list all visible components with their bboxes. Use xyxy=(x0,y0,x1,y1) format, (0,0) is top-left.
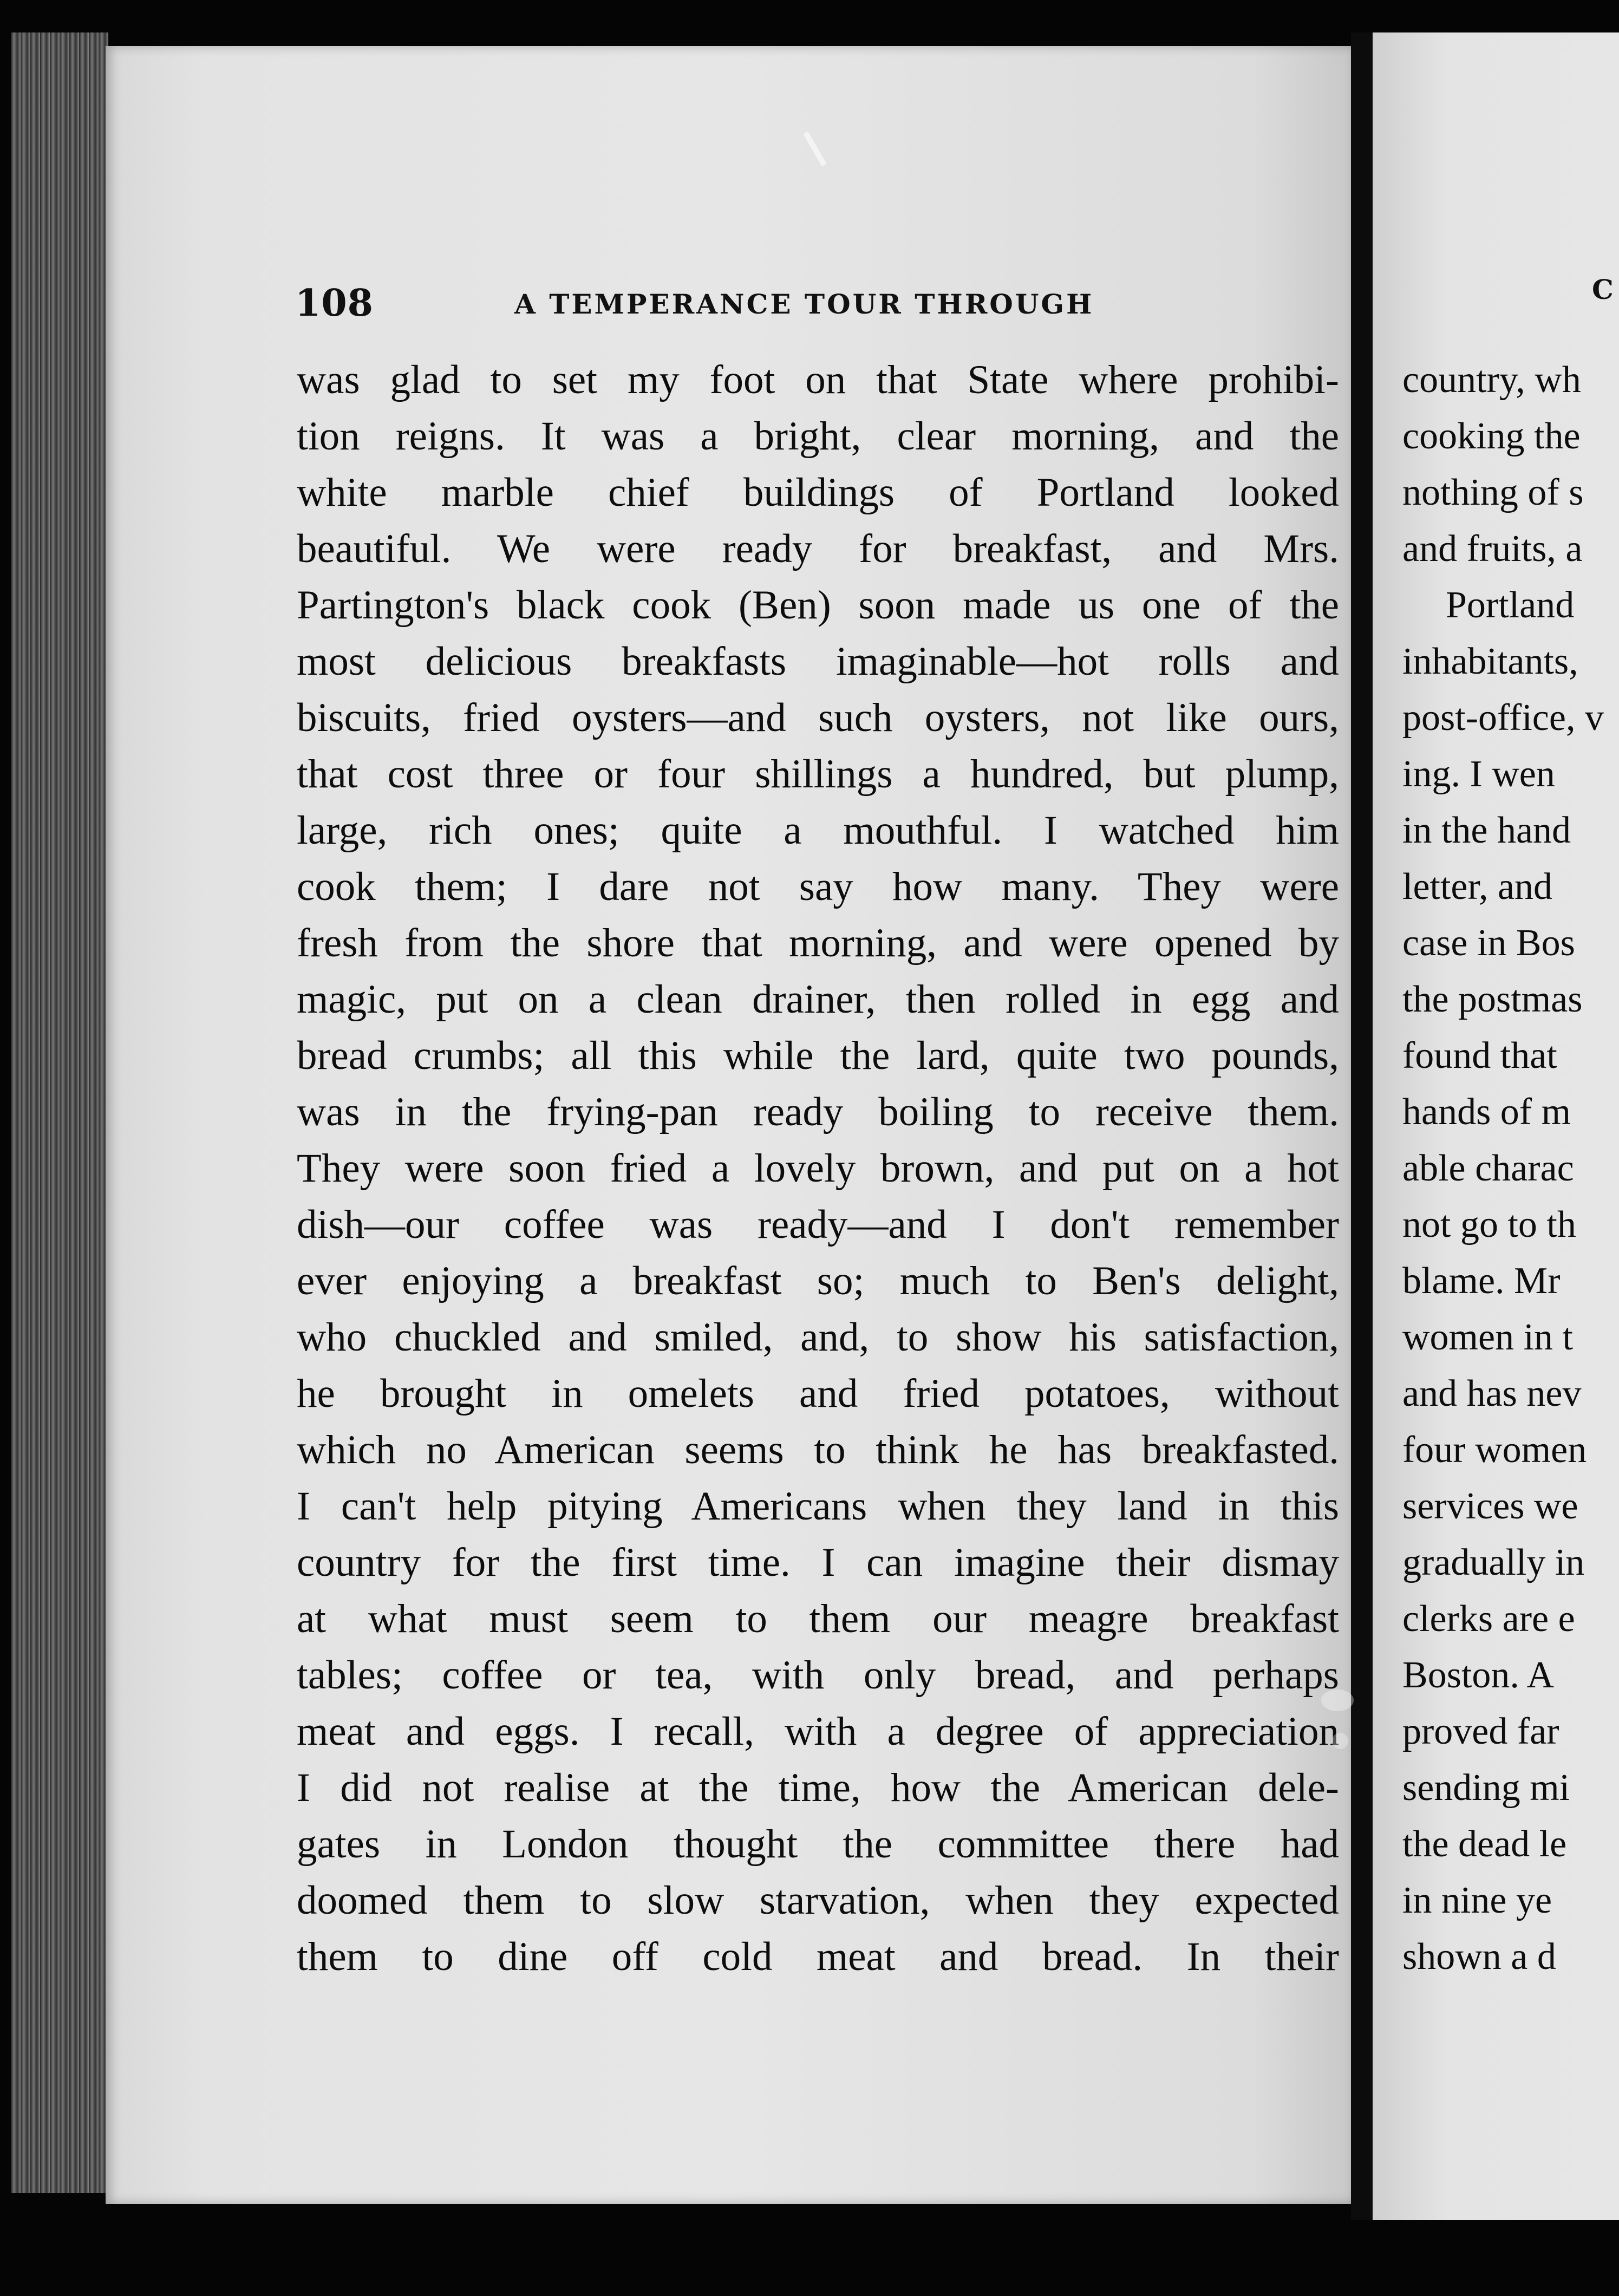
text-line-fragment: inhabitants, xyxy=(1402,641,1578,682)
right-running-head-fragment: C xyxy=(1592,273,1614,305)
text-line-fragment: sending mi xyxy=(1402,1767,1570,1809)
text-line: large, rich ones; quite a mouthful. I watched him xyxy=(297,808,1339,853)
text-line-fragment: country, wh xyxy=(1402,359,1581,401)
text-line-fragment: able charac xyxy=(1402,1147,1574,1189)
text-line: They were soon fried a lovely brown, and put on a hot xyxy=(297,1146,1339,1191)
text-line-fragment: proved far xyxy=(1402,1711,1559,1752)
text-line: was glad to set my foot on that State where prohibi- xyxy=(297,357,1339,402)
text-line: I can't help pitying Americans when they land in this xyxy=(297,1484,1339,1529)
text-line-fragment: blame. Mr xyxy=(1402,1260,1561,1302)
left-page-body xyxy=(297,352,1339,1985)
text-line-fragment: the postmas xyxy=(1402,979,1583,1020)
text-line: was in the frying-pan ready boiling to receive them. xyxy=(297,1090,1339,1134)
text-line-fragment: cooking the xyxy=(1402,415,1581,457)
text-line: meat and eggs. I recall, with a degree of appreciation xyxy=(297,1709,1339,1754)
text-line-fragment: found that xyxy=(1402,1035,1557,1077)
text-line: beautiful. We were ready for breakfast, and Mrs. xyxy=(297,526,1339,571)
text-line-fragment: in the hand xyxy=(1402,810,1571,851)
left-running-head xyxy=(295,282,1351,325)
page-number: 108 xyxy=(295,282,374,325)
text-line: country for the first time. I can imagine their dismay xyxy=(297,1540,1339,1585)
right-page-body xyxy=(1402,352,1619,1985)
text-line: who chuckled and smiled, and, to show his satisfaction, xyxy=(297,1315,1339,1360)
scan-speck xyxy=(1321,1690,1354,1711)
text-line: which no American seems to think he has breakfasted. xyxy=(297,1427,1339,1472)
scan-speck xyxy=(1332,1733,1348,1749)
text-line-fragment: shown a d xyxy=(1402,1936,1556,1978)
text-line: dish—our coffee was ready—and I don't remember xyxy=(297,1202,1339,1247)
text-line: white marble chief buildings of Portland looked xyxy=(297,470,1339,515)
text-line: Partington's black cook (Ben) soon made us one of the xyxy=(297,583,1339,628)
text-line: gates in London thought the committee there had xyxy=(297,1822,1339,1867)
text-line: I did not realise at the time, how the American dele- xyxy=(297,1765,1339,1810)
text-line: tion reigns. It was a bright, clear morning, and the xyxy=(297,414,1339,459)
text-line: doomed them to slow starvation, when they expected xyxy=(297,1878,1339,1923)
text-line-fragment: ing. I wen xyxy=(1402,753,1555,795)
book-gutter xyxy=(1351,32,1373,2220)
text-line: cook them; I dare not say how many. They were xyxy=(297,864,1339,909)
text-line: bread crumbs; all this while the lard, quite two pounds, xyxy=(297,1033,1339,1078)
page-edges xyxy=(11,32,108,2193)
text-line-fragment: in nine ye xyxy=(1402,1880,1552,1921)
text-line-fragment: Portland xyxy=(1446,584,1575,626)
running-title: A TEMPERANCE TOUR THROUGH xyxy=(514,288,1094,320)
text-line: biscuits, fried oysters—and such oysters, not like ours, xyxy=(297,695,1339,740)
text-line-fragment: nothing of s xyxy=(1402,472,1584,513)
text-line-fragment: and fruits, a xyxy=(1402,528,1583,570)
text-line: he brought in omelets and fried potatoes, without xyxy=(297,1371,1339,1416)
text-line-fragment: hands of m xyxy=(1402,1091,1571,1133)
text-line: that cost three or four shillings a hundred, but plump, xyxy=(297,752,1339,797)
text-line-fragment: services we xyxy=(1402,1485,1578,1527)
text-line-fragment: not go to th xyxy=(1402,1204,1576,1245)
text-line-fragment: Boston. A xyxy=(1402,1654,1555,1696)
text-line: magic, put on a clean drainer, then rolled in egg and xyxy=(297,977,1339,1022)
text-line: them to dine off cold meat and bread. In their xyxy=(297,1934,1339,1979)
text-line-fragment: the dead le xyxy=(1402,1823,1567,1865)
text-line: at what must seem to them our meagre breakfast xyxy=(297,1596,1339,1641)
text-line-fragment: gradually in xyxy=(1402,1542,1585,1583)
text-line-fragment: case in Bos xyxy=(1402,922,1575,964)
text-line: most delicious breakfasts imaginable—hot rolls and xyxy=(297,639,1339,684)
text-line: ever enjoying a breakfast so; much to Ben's delight, xyxy=(297,1258,1339,1303)
text-line-fragment: post-office, v xyxy=(1402,697,1604,739)
text-line-fragment: four women xyxy=(1402,1429,1587,1471)
text-line: fresh from the shore that morning, and were opened by xyxy=(297,921,1339,966)
text-line-fragment: clerks are e xyxy=(1402,1598,1575,1640)
text-line-fragment: and has nev xyxy=(1402,1373,1582,1414)
text-line-fragment: letter, and xyxy=(1402,866,1553,908)
text-line-fragment: women in t xyxy=(1402,1316,1573,1358)
text-line: tables; coffee or tea, with only bread, and perhaps xyxy=(297,1653,1339,1698)
